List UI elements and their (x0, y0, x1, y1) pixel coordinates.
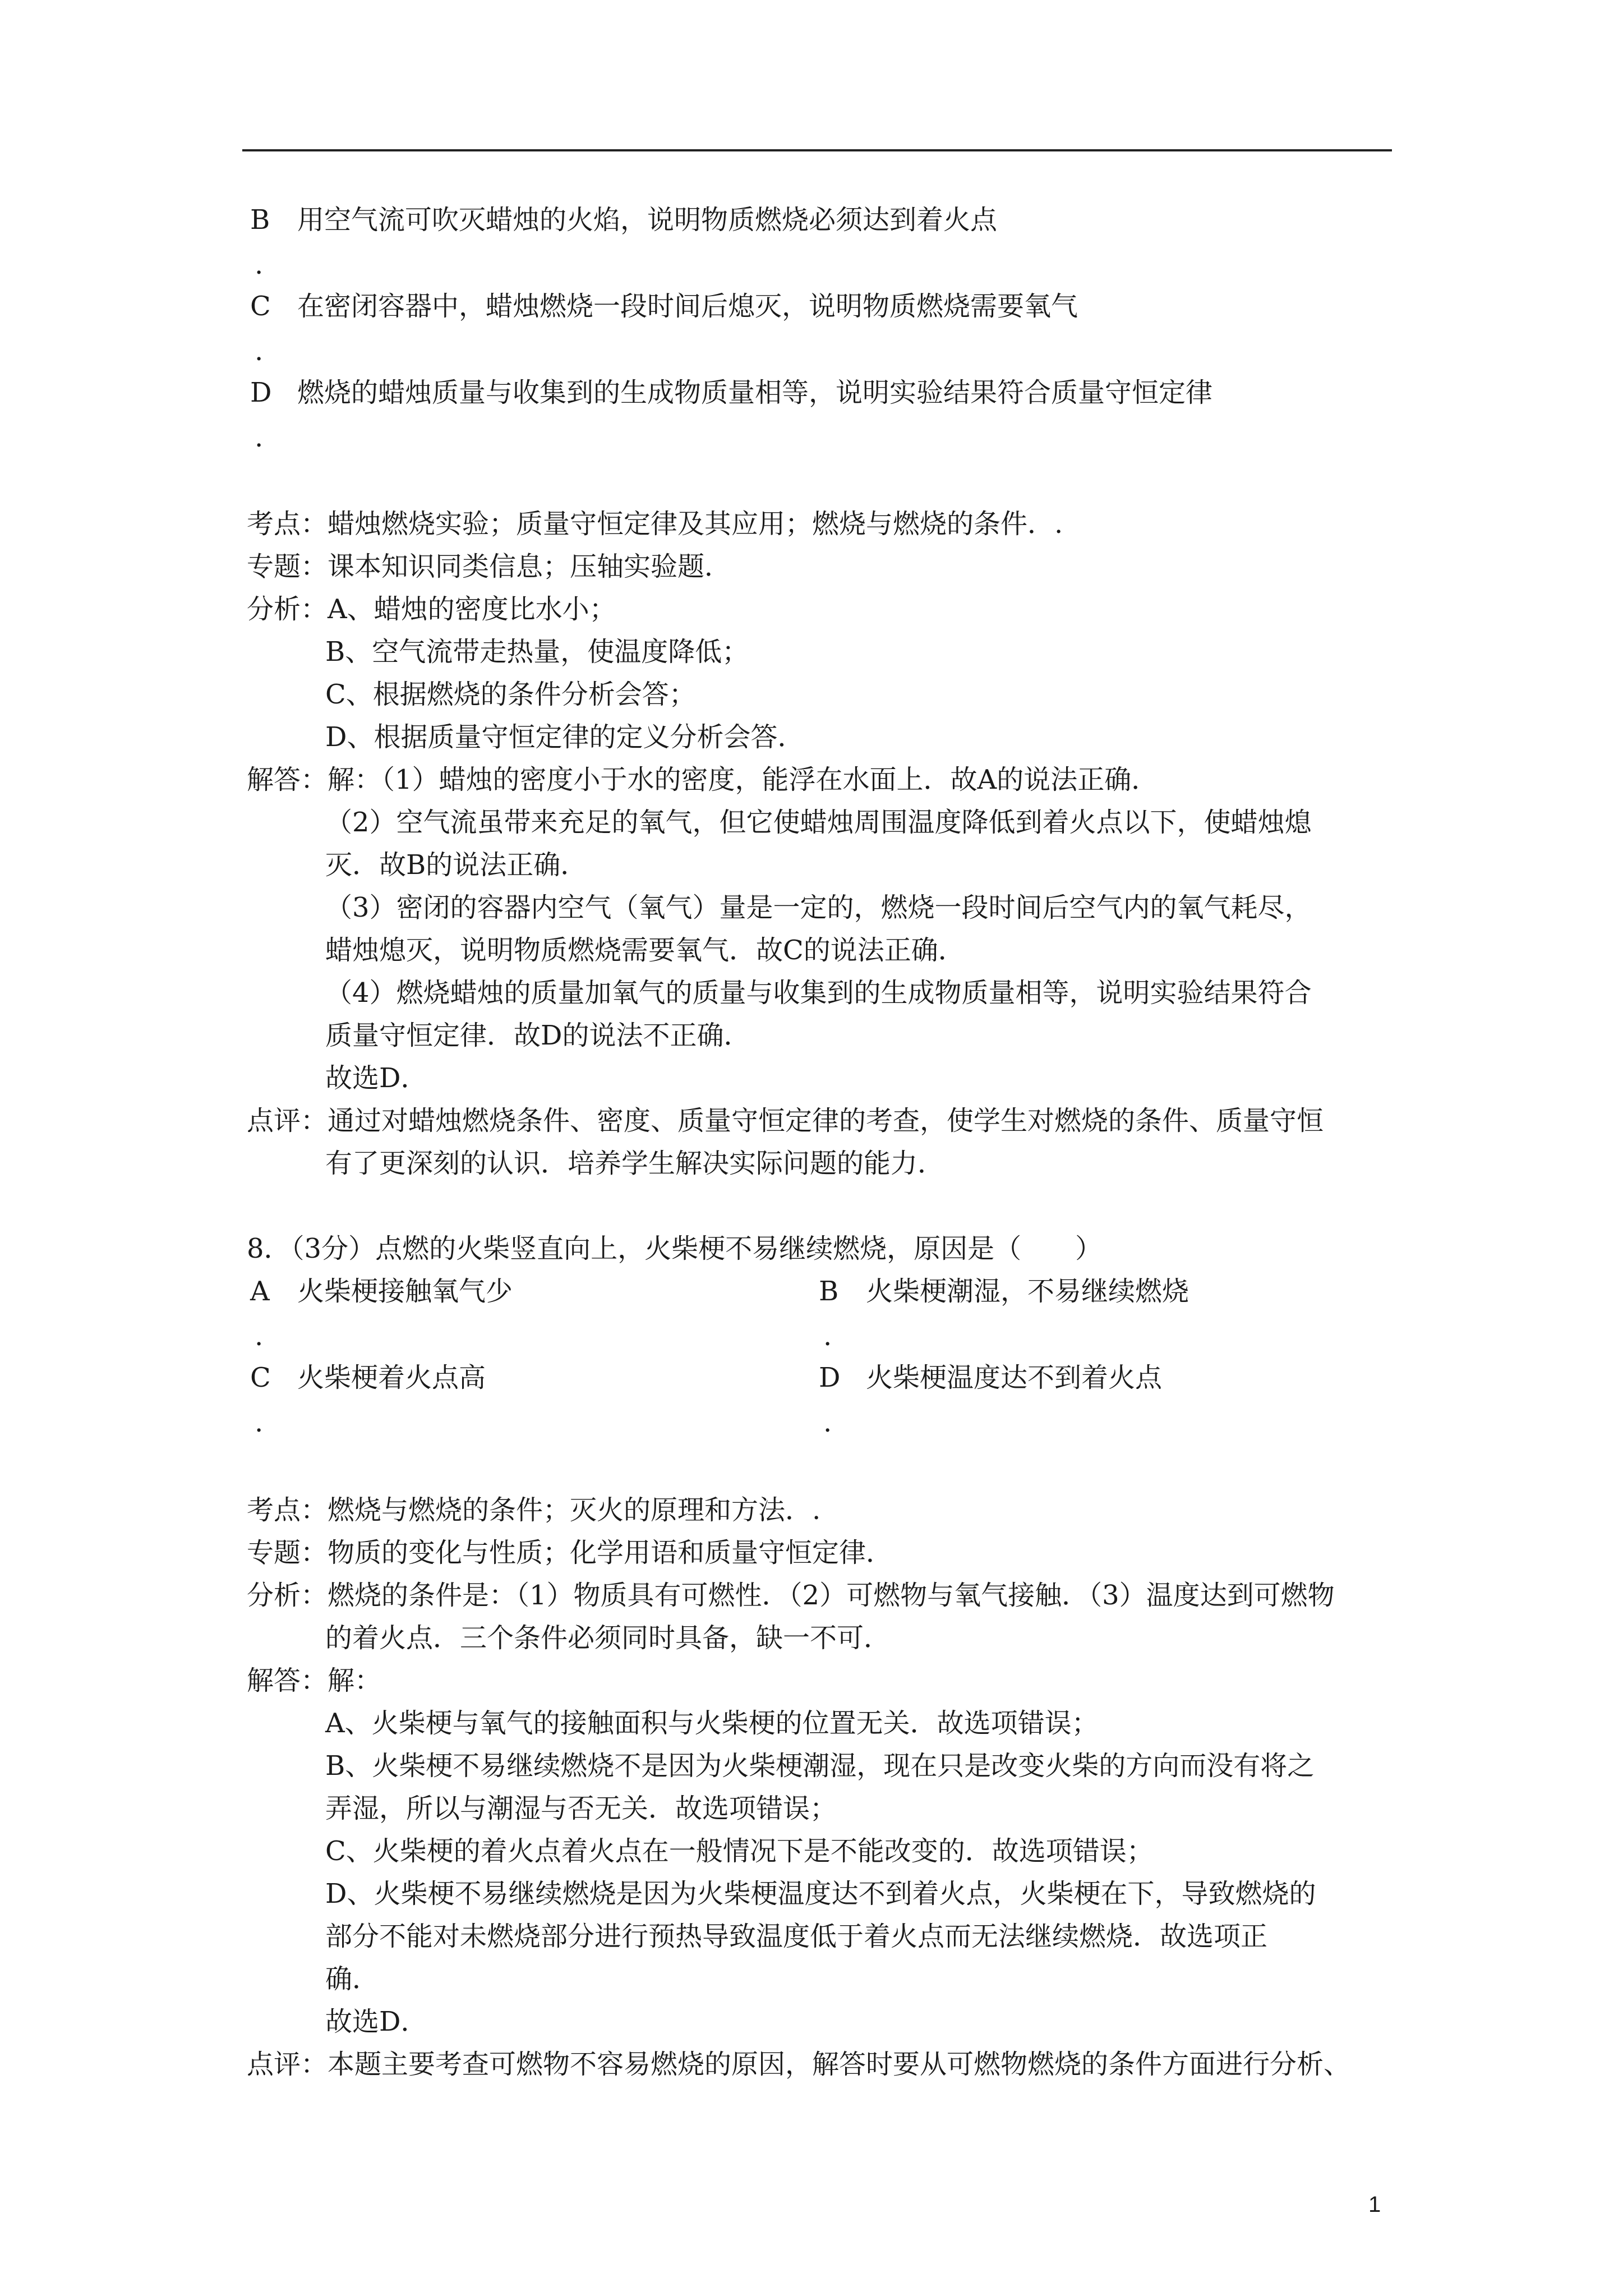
q7-option-d-dot: . (255, 422, 264, 453)
q8-stem: 8．（3分）点燃的火柴竖直向上，火柴梗不易继续燃烧，原因是（ ） (247, 1233, 1103, 1264)
q7-option-b-dot: . (255, 249, 264, 280)
q7-kaodian: 考点：蜡烛燃烧实验；质量守恒定律及其应用；燃烧与燃烧的条件．. (247, 508, 1063, 540)
q8-option-a: A 火柴梗接触氧气少 (250, 1276, 513, 1307)
q7-dianping-1: 有了更深刻的认识．培养学生解决实际问题的能力． (325, 1148, 945, 1179)
q8-jieda-0: 解答：解： (247, 1665, 382, 1696)
page-number: 1 (1368, 2192, 1381, 2217)
q8-zhuanti: 专题：物质的变化与性质；化学用语和质量守恒定律． (247, 1537, 893, 1568)
q8-fenxi-1: 的着火点．三个条件必须同时具备，缺一不可． (325, 1622, 891, 1654)
q8-jieda-7: 确． (325, 1963, 380, 1995)
q8-jieda-8: 故选D． (325, 2006, 428, 2037)
q7-fenxi-3: D、根据质量守恒定律的定义分析会答． (325, 721, 805, 753)
q7-option-c-dot: . (255, 335, 264, 367)
q8-option-c-dot: . (255, 1407, 264, 1438)
q8-fenxi-0: 分析：燃烧的条件是：（1）物质具有可燃性．（2）可燃物与氧气接触．（3）温度达到可燃物 (247, 1580, 1335, 1611)
q7-dianping-0: 点评：通过对蜡烛燃烧条件、密度、质量守恒定律的考查，使学生对燃烧的条件、质量守恒 (247, 1105, 1324, 1137)
q8-kaodian: 考点：燃烧与燃烧的条件；灭火的原理和方法．. (247, 1494, 821, 1526)
q8-option-d: D 火柴梗温度达不到着火点 (819, 1362, 1163, 1393)
q7-option-b: B 用空气流可吹灭蜡烛的火焰，说明物质燃烧必须达到着火点 (250, 204, 998, 236)
header-rule (242, 149, 1392, 151)
q8-jieda-4: C、火柴梗的着火点着火点在一般情况下是不能改变的．故选项错误； (325, 1835, 1154, 1867)
q7-fenxi-1: B、空气流带走热量，使温度降低； (325, 636, 749, 668)
q8-jieda-1: A、火柴梗与氧气的接触面积与火柴梗的位置无关．故选项错误； (325, 1708, 1099, 1739)
q8-option-d-dot: . (823, 1407, 832, 1438)
q8-option-c: C 火柴梗着火点高 (250, 1362, 486, 1393)
q7-jieda-7: 故选D． (325, 1062, 428, 1094)
q8-option-b: B 火柴梗潮湿，不易继续燃烧 (819, 1276, 1189, 1307)
q7-fenxi-2: C、根据燃烧的条件分析会答； (325, 679, 696, 710)
q8-jieda-5: D、火柴梗不易继续燃烧是因为火柴梗温度达不到着火点，火柴梗在下，导致燃烧的 (325, 1878, 1316, 1910)
q7-jieda-0: 解答：解：（1）蜡烛的密度小于水的密度，能浮在水面上．故A的说法正确． (247, 764, 1159, 795)
q7-jieda-1: （2）空气流虽带来充足的氧气，但它使蜡烛周围温度降低到着火点以下，使蜡烛熄 (325, 807, 1312, 838)
q7-jieda-4: 蜡烛熄灭，说明物质燃烧需要氧气．故C的说法正确． (325, 935, 965, 966)
q8-option-b-dot: . (823, 1320, 832, 1352)
q7-jieda-5: （4）燃烧蜡烛的质量加氧气的质量与收集到的生成物质量相等，说明实验结果符合 (325, 977, 1312, 1009)
q7-jieda-6: 质量守恒定律．故D的说法不正确． (325, 1020, 751, 1051)
q8-jieda-2: B、火柴梗不易继续燃烧不是因为火柴梗潮湿，现在只是改变火柴的方向而没有将之 (325, 1750, 1315, 1782)
q7-jieda-3: （3）密闭的容器内空气（氧气）量是一定的，燃烧一段时间后空气内的氧气耗尽， (325, 892, 1312, 923)
q8-jieda-6: 部分不能对未燃烧部分进行预热导致温度低于着火点而无法继续燃烧．故选项正 (325, 1921, 1268, 1952)
q7-fenxi-0: 分析：A、蜡烛的密度比水小； (247, 593, 616, 625)
q8-jieda-3: 弄湿，所以与潮湿与否无关．故选项错误； (325, 1793, 837, 1824)
q7-option-d: D 燃烧的蜡烛质量与收集到的生成物质量相等，说明实验结果符合质量守恒定律 (250, 377, 1213, 408)
q8-option-a-dot: . (255, 1320, 264, 1352)
q7-zhuanti: 专题：课本知识同类信息；压轴实验题． (247, 551, 732, 582)
q7-jieda-2: 灭．故B的说法正确． (325, 849, 588, 881)
q8-dianping: 点评：本题主要考查可燃物不容易燃烧的原因，解答时要从可燃物燃烧的条件方面进行分析、 (247, 2049, 1351, 2080)
q7-option-c: C 在密闭容器中，蜡烛燃烧一段时间后熄灭，说明物质燃烧需要氧气 (250, 291, 1078, 322)
